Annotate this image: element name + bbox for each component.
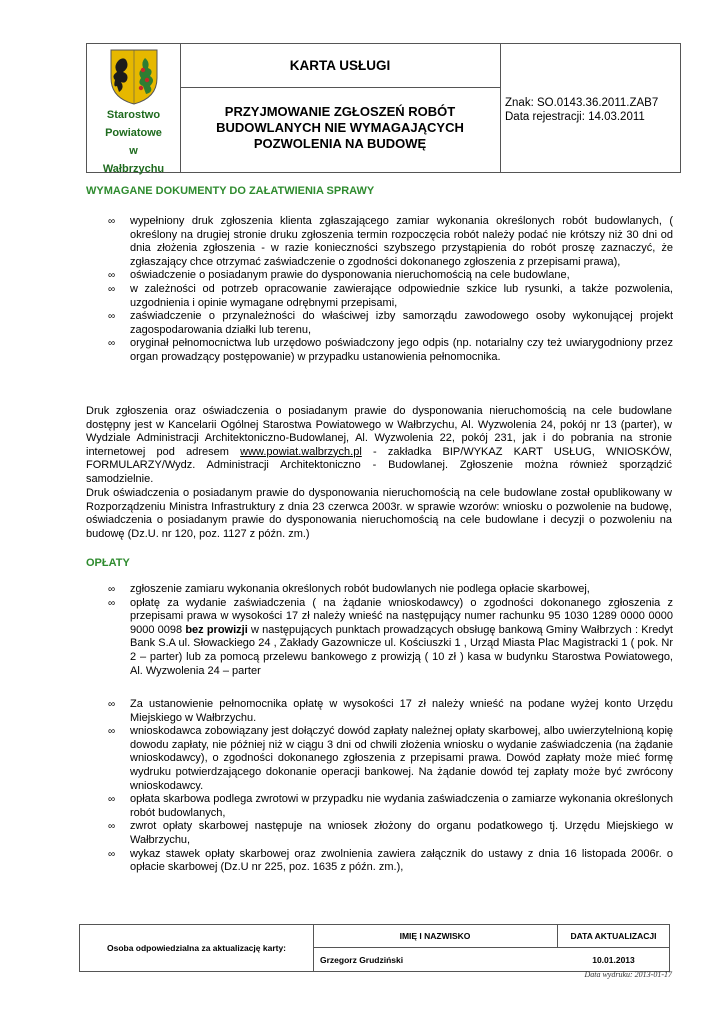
update-table <box>79 924 670 972</box>
list-item <box>106 269 673 283</box>
bullet-icon: ∞ <box>108 584 116 595</box>
responsible-label: Osoba odpowiedzialna za aktualizację karty: <box>80 925 314 971</box>
regulation-paragraph: Druk oświadczenia o posiadanym prawie do dysponowania nieruchomością na cele budowlane został opublikowany w Rozporządzeniu Ministra Infrastruktury z dnia 23 czerwca 2003r. w sprawie wzorów: wniosku o pozwolenie na budowę, oświadczenia o posiadanym prawie do dysponowania nieruchomością na cele budowlane i decyzji o pozwoleniu na budowę (Dz.U. nr 120, poz. 1127 z późn. zm.) <box>86 487 672 540</box>
list-item <box>106 583 673 597</box>
coat-of-arms-icon <box>105 48 163 106</box>
list-item-text: zgłoszenie zamiaru wykonania określonych robót budowlanych nie podlega opłacie skarbowej, <box>130 583 590 595</box>
paragraph-text: Druk zgłoszenia oraz oświadczenia o posiadanym prawie do dysponowania nieruchomością na cele budowlane dostępny jest w Kancelarii Ogólnej Starostwa Powiatowego w Wałbrzychu, Al. Wyzwolenia 24, pokój nr 13 (parter), w Wydziale Administracji Architektoniczno-Budowlanej, Al. Wyzwolenia 22, pokój 231, jak i do pobrania na stronie internetowej pod adresem <box>86 405 672 458</box>
date-header: DATA AKTUALIZACJI <box>558 925 669 948</box>
list-item-text: wykaz stawek opłaty skarbowej oraz zwolnienia zawiera załącznik do ustawy z dnia 16 listopada 2006r. o opłacie skarbowej (Dz.U nr 225, poz. 1635 z późn. zm.), <box>130 847 673 874</box>
list-item-text: zwrot opłaty skarbowej następuje na wniosek złożony do organu podatkowego tj. Urzędu Miejskiego w Wałbrzychu, <box>130 820 673 846</box>
office-line-3: w <box>129 145 138 157</box>
section-title-fees: OPŁATY <box>86 557 130 569</box>
list-item <box>106 215 673 269</box>
header-meta-cell <box>505 96 658 124</box>
bullet-icon: ∞ <box>108 270 116 282</box>
office-line-1: Starostwo <box>106 109 161 121</box>
bullet-icon: ∞ <box>108 848 116 860</box>
list-item-text: Za ustanowienie pełnomocnika opłatę w wysokości 17 zł należy wnieść na podane wyżej konto Urzędu Miejskiego w Wałbrzychu. <box>130 698 673 724</box>
bullet-icon: ∞ <box>108 283 116 295</box>
office-line-2: Powiatowe <box>105 127 162 139</box>
list-item <box>106 793 673 820</box>
service-title <box>180 104 500 152</box>
list-item <box>106 337 673 364</box>
list-item-text: wnioskodawca zobowiązany jest dołączyć dowód zapłaty należnej opłaty skarbowej, albo uwierzytelnioną kopię dowodu zapłaty, nie później niż w ciągu 3 dni od chwili złożenia wniosku o wydanie zaświadczenia (na żądanie wnioskodawcy), o zgodności dokonanego zgłoszenia z przepisami prawa. Dowód zapłaty może mieć formę wydruku potwierdzającego dokonanie operacji bankowej. Na żądanie dowód tej zapłaty może być zwrócony wnioskodawcy. <box>130 725 673 792</box>
bullet-icon: ∞ <box>108 311 116 323</box>
list-item-text: opłata skarbowa podlega zwrotowi w przypadku nie wydania zaświadczenia o zamiarze wykonania określonych robót budowlanych, <box>130 793 673 819</box>
list-item <box>106 725 673 793</box>
list-item-text: w następujących punktach prowadzących obsługę bankową Gminy Wałbrzych : Kredyt Bank S.A ul. Słowackiego 24 , Zakłady Gazownicze ul. Kościuszki 1 , Urząd Miasta Plac Magistracki 1 ( pok. Nr 2 – parter) lub za pomocą przelewu bankowego z prowizją ( 10 zł ) kasa w budynku Starostwa Powiatowego, Al. Wyzwolenia 24 – parter <box>130 623 673 677</box>
list-item <box>106 310 673 337</box>
document-sign: Znak: SO.0143.36.2011.ZAB7 <box>505 97 659 109</box>
list-item <box>106 283 673 310</box>
bullet-icon: ∞ <box>108 338 116 350</box>
list-item-text: opłatę za wydanie zaświadczenia ( na żądanie wnioskodawcy) o zgodności dokonanego zgłoszenia z przepisami prawa w wysokości 17 zł należy wnieść na następujący numer rachunku 95 1030 1289 0000 0000 9000 0098 <box>130 596 673 636</box>
bullet-icon: ∞ <box>108 726 116 738</box>
name-value: Grzegorz Grudziński <box>320 954 404 965</box>
list-item-text: w zależności od potrzeb opracowanie zawierające odpowiednie szkice lub rysunki, a także pozwolenia, uzgodnienia i opinie wymagane odrębnymi przepisami, <box>130 282 673 309</box>
paragraph-text: - zakładka BIP/WYKAZ KART USŁUG, WNIOSKÓW, FORMULARZY/Wydz. Administracji Architektoniczno - Budowlanej. Zgłoszenie można również sporządzić samodzielnie. <box>86 445 672 485</box>
section-title-documents: WYMAGANE DOKUMENTY DO ZAŁATWIENIA SPRAWY <box>86 185 375 197</box>
bullet-icon: ∞ <box>108 699 116 710</box>
list-item-text: oświadczenie o posiadanym prawie do dysponowania nieruchomością na cele budowlane, <box>130 269 570 282</box>
website-link[interactable]: www.powiat.walbrzych.pl <box>240 445 362 458</box>
date-value: 10.01.2013 <box>592 954 635 965</box>
bullet-icon: ∞ <box>108 821 116 833</box>
service-title-line-1: PRZYJMOWANIE ZGŁOSZEŃ ROBÓT <box>224 104 456 119</box>
card-title: KARTA USŁUGI <box>180 44 500 88</box>
no-fee-text: bez prowizji <box>185 623 248 636</box>
fees-list-b <box>106 698 673 875</box>
documents-list <box>106 215 673 365</box>
service-title-line-3: POZWOLENIA NA BUDOWĘ <box>253 136 427 151</box>
list-item <box>106 597 673 679</box>
list-item <box>106 820 673 847</box>
list-item-text: wypełniony druk zgłoszenia klienta zgłaszającego zamiar wykonania określonych robót budowlanych, ( określony na drugiej stronie druku zgłoszenia termin rozpoczęcia robót należy podać nie krótszy niż 30 dni od dnia złożenia zgłoszenia - w razie konieczności szybszego przystąpienia do robót proszę zaznaczyć, że zgłaszający chce otrzymać zaświadczenie o zgodności dokonanego zgłoszenia z przepisami prawa), <box>130 215 673 268</box>
office-line-4: Wałbrzychu <box>102 163 165 175</box>
list-item-text: oryginał pełnomocnictwa lub urzędowo poświadczony jego odpis (np. notarialny czy też uwiarygodniony przez organ prowadzący postępowanie) w przypadku ustanowienia pełnomocnika. <box>130 337 673 363</box>
bullet-icon: ∞ <box>108 597 116 609</box>
name-header: IMIĘ I NAZWISKO <box>313 925 558 948</box>
form-availability-paragraph <box>86 405 672 487</box>
print-date: Data wydruku: 2013-01-17 <box>584 970 672 979</box>
header-office-cell <box>87 44 181 175</box>
bullet-icon: ∞ <box>108 216 116 227</box>
registration-date: Data rejestracji: 14.03.2011 <box>505 111 645 123</box>
header-table <box>86 43 681 173</box>
fees-list-a <box>106 583 673 678</box>
service-title-line-2: BUDOWLANYCH NIE WYMAGAJĄCYCH <box>216 120 464 135</box>
bullet-icon: ∞ <box>108 794 116 806</box>
list-item <box>106 848 673 875</box>
header-title-cell <box>180 44 501 172</box>
office-name <box>87 106 180 178</box>
list-item <box>106 698 673 725</box>
list-item-text: zaświadczenie o przynależności do właściwej izby samorządu zawodowego osoby wykonującej projekt zagospodarowania działki lub terenu, <box>130 310 673 336</box>
